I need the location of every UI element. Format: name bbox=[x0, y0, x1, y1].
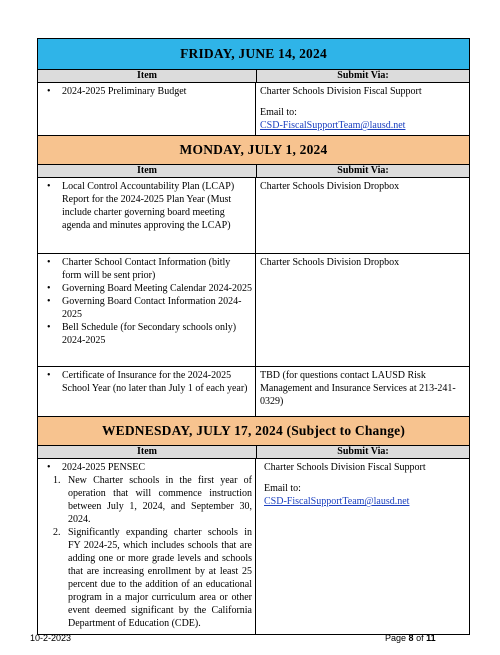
of-word: of bbox=[416, 633, 424, 643]
page-word: Page bbox=[385, 633, 407, 643]
page-total: 11 bbox=[426, 633, 436, 643]
email-label: Email to: bbox=[260, 107, 297, 118]
list-item: • 2024-2025 PENSEC bbox=[42, 461, 252, 474]
footer-date: 10-2-2023 bbox=[30, 633, 72, 643]
sub-item-text: Significantly expanding charter schools in FY 2024-25, which includes schools that are adding one or more grade levels and schools that are increasing enrollment by at least 25 percent due to the addition of an educational program in a major curriculum area or other event deemed significant by the California Department of Education (CDE). bbox=[68, 527, 252, 629]
email-link[interactable]: CSD-FiscalSupportTeam@lausd.net bbox=[264, 496, 410, 507]
header-item: Item bbox=[38, 70, 257, 82]
table-row bbox=[38, 83, 469, 136]
submit-cell bbox=[256, 459, 469, 634]
item-cell bbox=[38, 459, 256, 634]
table-header bbox=[38, 70, 469, 83]
item-cell bbox=[38, 254, 256, 366]
list-item: • Local Control Accountability Plan (LCAP) Report for the 2024-2025 Plan Year (Must include charter governing board meeting agenda and minutes approving the LCAP) bbox=[42, 180, 252, 232]
table-header bbox=[38, 165, 469, 178]
list-item: • Charter School Contact Information (bitly form will be sent prior) bbox=[42, 256, 252, 282]
deadline-table bbox=[37, 38, 470, 635]
table-header bbox=[38, 446, 469, 459]
table-row bbox=[38, 459, 469, 634]
submit-cell: Charter Schools Division Dropbox bbox=[260, 181, 400, 192]
submit-cell: Charter Schools Division Dropbox bbox=[260, 257, 400, 268]
list-item: • Certificate of Insurance for the 2024-2025 School Year (no later than July 1 of each year) bbox=[42, 369, 252, 395]
submit-text: Charter Schools Division Fiscal Support bbox=[264, 462, 426, 473]
sub-item-text: New Charter schools in the first year of operation that will commence instruction between July 1, 2024, and September 30, 2024. bbox=[68, 475, 252, 525]
section-title-july-17: WEDNESDAY, JULY 17, 2024 (Subject to Change) bbox=[38, 417, 469, 446]
header-item: Item bbox=[38, 446, 257, 458]
email-link[interactable]: CSD-FiscalSupportTeam@lausd.net bbox=[260, 120, 406, 131]
header-submit-via: Submit Via: bbox=[337, 446, 389, 457]
table-row bbox=[38, 254, 469, 367]
sub-item-number: 1. bbox=[53, 475, 61, 486]
submit-cell bbox=[256, 83, 469, 135]
list-item: • Bell Schedule (for Secondary schools only) 2024-2025 bbox=[42, 321, 252, 347]
submit-cell: TBD (for questions contact LAUSD Risk Management and Insurance Services at 213-241-0329) bbox=[260, 370, 456, 407]
sub-item-number: 2. bbox=[53, 527, 61, 538]
item-cell bbox=[38, 178, 256, 253]
section-title-july-1: MONDAY, JULY 1, 2024 bbox=[38, 136, 469, 165]
list-item: • Governing Board Contact Information 2024-2025 bbox=[42, 295, 252, 321]
table-row bbox=[38, 367, 469, 417]
sub-list-item bbox=[42, 526, 252, 630]
item-cell bbox=[38, 367, 256, 416]
submit-text: Charter Schools Division Fiscal Support bbox=[260, 86, 422, 97]
section-title-june-14: FRIDAY, JUNE 14, 2024 bbox=[38, 39, 469, 70]
sub-list-item bbox=[42, 474, 252, 526]
list-item: • Governing Board Meeting Calendar 2024-2025 bbox=[42, 282, 252, 295]
header-item: Item bbox=[38, 165, 257, 177]
email-label: Email to: bbox=[264, 483, 301, 494]
list-item: • 2024-2025 Preliminary Budget bbox=[42, 85, 252, 98]
header-submit-via: Submit Via: bbox=[337, 70, 389, 81]
page-number bbox=[385, 633, 436, 643]
header-submit-via: Submit Via: bbox=[337, 165, 389, 176]
page-current: 8 bbox=[408, 633, 414, 643]
table-row bbox=[38, 178, 469, 254]
item-cell bbox=[38, 83, 256, 135]
